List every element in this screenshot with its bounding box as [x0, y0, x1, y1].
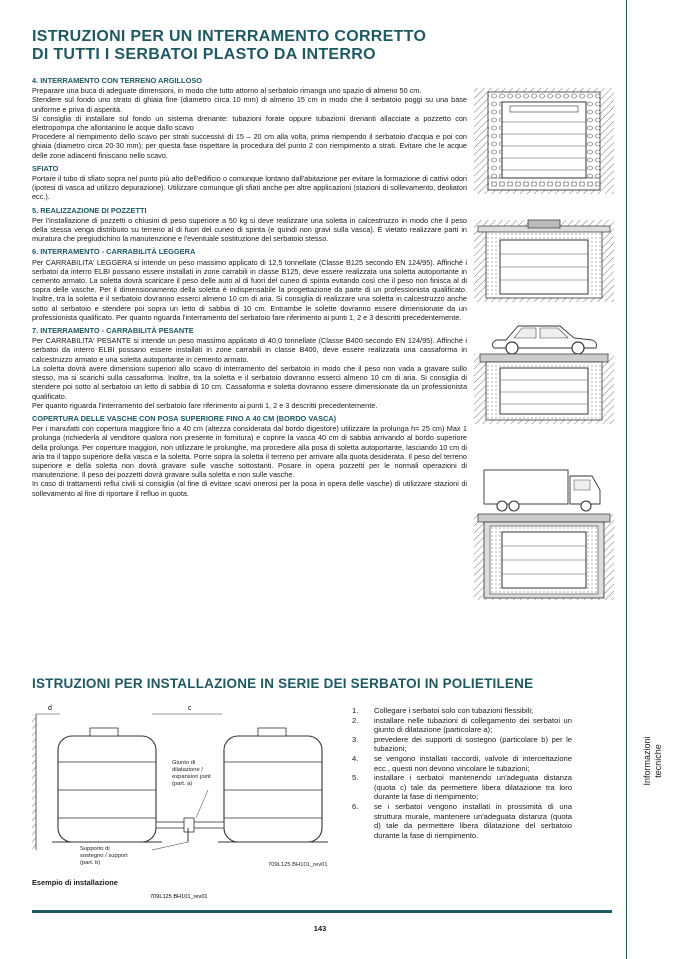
step-text: prevedere dei supporti di sostegno (particolare b) per le tubazioni; [374, 734, 572, 754]
main-title [32, 28, 472, 64]
list-item [352, 773, 572, 802]
section-paragraph: La soletta dovrà avere dimensioni superiori allo scavo di interramento del serbatoio in modo che il peso non vada a gravare sullo stesso, ma si scarichi sulla cassaforma. Inoltre, tra la soletta e il serbatoio dovranno esserci almeno 10 cm di aria. Si consiglia di stendere poi sotto al serbatoio un letto di sabbia di 10 cm. Cassaforma e soletta dovranno essere dimensionate da un professionista qualificato. [32, 363, 467, 401]
section-heading: 5. REALIZZAZIONE DI POZZETTI [32, 205, 147, 215]
section-paragraph: Stendere sul fondo uno strato di ghiaia fine (diametro circa 10 mm) di almeno 15 cm in modo che il serbatoio poggi su una base uniforme e priva di asperità. [32, 95, 467, 114]
list-item [352, 802, 572, 840]
section-paragraph: Portare il tubo di sfiato sopra nel punto più alto dell'edificio o comunque lontano dall'abitazione per evitare la formazione di cattivi odori (ipotesi di vasca ad utilizzo depurazione). Utilizzare comunque gli sfiati anche per altre applicazioni (stazioni di sollevamento, deoliatori ecc.). [32, 174, 467, 202]
support-caption-line: (part. b) [80, 860, 101, 866]
step-number: 2. [352, 715, 359, 725]
section-heading: 7. INTERRAMENTO - CARRABILITÀ PESANTE [32, 326, 194, 336]
support-caption [80, 846, 128, 867]
section-heading: SFIATO [32, 163, 59, 173]
section-paragraph: Per CARRABILITA' LEGGERA si intende un peso massimo applicato di 12,5 tonnellate (Classe B125 secondo EN 124/95). Affinché i serbatoi da interro ELBI possano essere installati in zone carrabili in classe B125, deve essere realizzata una soletta autoportante in cemento armato. La soletta dovrà scaricare il peso delle auto al di fuori del cuneo di spinta evitando così che il peso non finisca al di sopra delle vasche. Per il dimensionamento della soletta è indispensabile la progettazione da parte di un professionista qualificato. Inoltre, tra la soletta e il serbatoio dovranno esserci almeno 10 cm di aria. Si consiglia di realizzare una soletta in calcestruzzo anche sotto al serbatoio e stendere poi sopra un letto di sabbia di 10 cm. Entrambe le solette dovranno essere dimensionate da un professionista qualificato. Per quanto riguarda l'interramento del serbatoio fare riferimento ai punti 1, 2 e 3 descritti precedentemente. [32, 257, 467, 322]
left-tank [52, 728, 162, 842]
section-paragraph: Per CARRABILITA' PESANTE si intende un peso massimo applicato di 40,0 tonnellate (Classe B400 secondo EN 124/95). Affinché i serbatoi da interro ELBI possano essere installati in zone carrabili in classe B400, deve essere realizzata una cassaforma in calcestruzzo armato e una soletta autoportante in cemento armato. [32, 336, 467, 364]
main-title-line-1: ISTRUZIONI PER UN INTERRAMENTO CORRETTO [32, 28, 427, 45]
list-item [352, 716, 572, 735]
step-text: installare nelle tubazioni di collegamento dei serbatoi un giunto di dilatazione (particolare a); [374, 715, 572, 735]
step-text: Collegare i serbatoi solo con tubazioni flessibili; [374, 706, 534, 715]
installation-steps [352, 706, 572, 840]
section-paragraph: Procedere al riempimento dello scavo per strati successivi di 15 – 20 cm alla volta, prima riempendo il serbatoio d'acqua e poi con ghiaia (diametro circa 20-30 mm); per questa fase rispettare la procedura del punto 2 con riempimento a strati. Evitare che le acque delle zone adiacenti finiscano nello scavo. [32, 132, 467, 160]
figure-code: 709L125 BH101_rev01 [150, 894, 208, 900]
right-rule [626, 0, 627, 959]
clay-burial-figure [474, 84, 614, 196]
right-tank [218, 728, 328, 842]
list-item [352, 754, 572, 773]
list-item [352, 735, 572, 754]
heavy-traffic-figure [474, 462, 614, 602]
joint-caption-line: Giunto di [172, 760, 196, 766]
list-item [352, 706, 572, 716]
section-paragraph: Per quanto riguarda l'interramento del serbatoio fare riferimento ai punti 1, 2 e 3 descritti precedentemente. [32, 400, 378, 410]
section-paragraph: In caso di trattamenti reflui civili si consiglia (al fine di evitare scavi onerosi per la posa in opera delle vasche) di utilizzare stazioni di sollevamento al fine di riportare il refluo in quota. [32, 479, 467, 498]
section-paragraph: Per l'installazione di pozzetti o chiusini di peso superiore a 50 kg si deve realizzare una soletta in calcestruzzo in modo che il peso della stessa venga distribuito su terreno al di fuori del cuneo di spinta (e quindi non gravi sulla vasca). È vietato realizzare parti in muratura che pregiudichino la manutenzione e l'eventuale sostituzione del serbatoio stesso. [32, 215, 467, 244]
joint-caption-line: (part. a) [172, 781, 193, 787]
section-paragraph: Si consiglia di installare sul fondo un sistema drenante: tubazioni forate oppure tubazioni drenanti allacciate a pozzetto con elettropompa che allontanino le acque dallo scavo [32, 113, 467, 133]
main-title-line-2: DI TUTTI I SERBATOI PLASTO DA INTERRO [32, 46, 376, 63]
dim-c-label: c [188, 705, 192, 712]
section-paragraph: Preparare una buca di adeguate dimensioni, in modo che tutto attorno al serbatoio rimanga uno spazio di almeno 50 cm. [32, 86, 422, 96]
joint-caption-line: expansion joint [172, 774, 211, 780]
section-heading: 4. INTERRAMENTO CON TERRENO ARGILLOSO [32, 76, 202, 85]
joint-caption-line: dilatazione / [172, 767, 203, 773]
section-heading: COPERTURA DELLE VASCHE CON POSA SUPERIORE FINO A 40 CM (BORDO VASCA) [32, 413, 337, 423]
support-caption-line: sostegno / support [80, 853, 128, 859]
figure-code-label: 709L125 BH101_rev01 [268, 862, 328, 868]
side-tab [633, 720, 673, 800]
dim-d-label: d [48, 705, 52, 712]
instructions-column [32, 76, 467, 498]
step-number: 3. [352, 734, 359, 744]
step-text: se vengono installati raccordi, valvole di intercettazione ecc., questi non devono vincolare le tubazioni; [374, 753, 572, 773]
step-number: 1. [352, 706, 359, 715]
figure-caption: Esempio di installazione [32, 878, 118, 887]
side-tab-label: Informazioni tecniche [642, 736, 663, 786]
footer-rule [32, 910, 612, 913]
joint-caption [172, 760, 211, 788]
step-number: 5. [352, 773, 359, 783]
support-caption-line: Supporto di [80, 846, 110, 852]
light-traffic-figure [474, 312, 614, 424]
step-number: 4. [352, 753, 359, 763]
section-heading: 6. INTERRAMENTO - CARRABILITÀ LEGGERA [32, 247, 196, 257]
series-installation-title: ISTRUZIONI PER INSTALLAZIONE IN SERIE DEI SERBATOI IN POLIETILENE [32, 676, 534, 691]
step-text: se i serbatoi vengono installati in prossimità di una struttura murale, mantenere un'adeguata distanza (quota d) tale da permettere libera dilatazione del serbatoio durante la fase di riempimento. [374, 801, 572, 840]
step-number: 6. [352, 801, 359, 811]
section-paragraph: Per i manufatti con copertura maggiore fino a 40 cm (altezza considerata dal bordo digestore) utilizzare la prolunga h= 25 cm) Max 1 prolunga (richiederla al venditore qualora non presente in fornitura) e coprire la vasca 40 cm di sabbia arrivando al bordo superiore della prolunga. Per coperture maggiori, non utilizzare le prolunghe, ma procedere alla posa di soletta autoportante, lasciando 10 cm di aria tra il tappo superiore della vasca e la soletta. Porre sopra la soletta il terreno per arrivare alla quota desiderata. Il peso del terreno superiore e della soletta non dovrà gravare sulle vasche sottostanti. Posare in opera pozzetti per le normali operazioni di manutenzione. Il peso dei pozzetti dovrà gravare sulla soletta e non sulle vasche. [32, 424, 467, 480]
page-number: 143 [313, 924, 327, 933]
manhole-figure [474, 220, 614, 302]
step-text: installare i serbatoi mantenendo un'adeguata distanza (quota c) tale da permettere libera dilatazione tra loro durante la fase di riempimento; [374, 773, 572, 802]
